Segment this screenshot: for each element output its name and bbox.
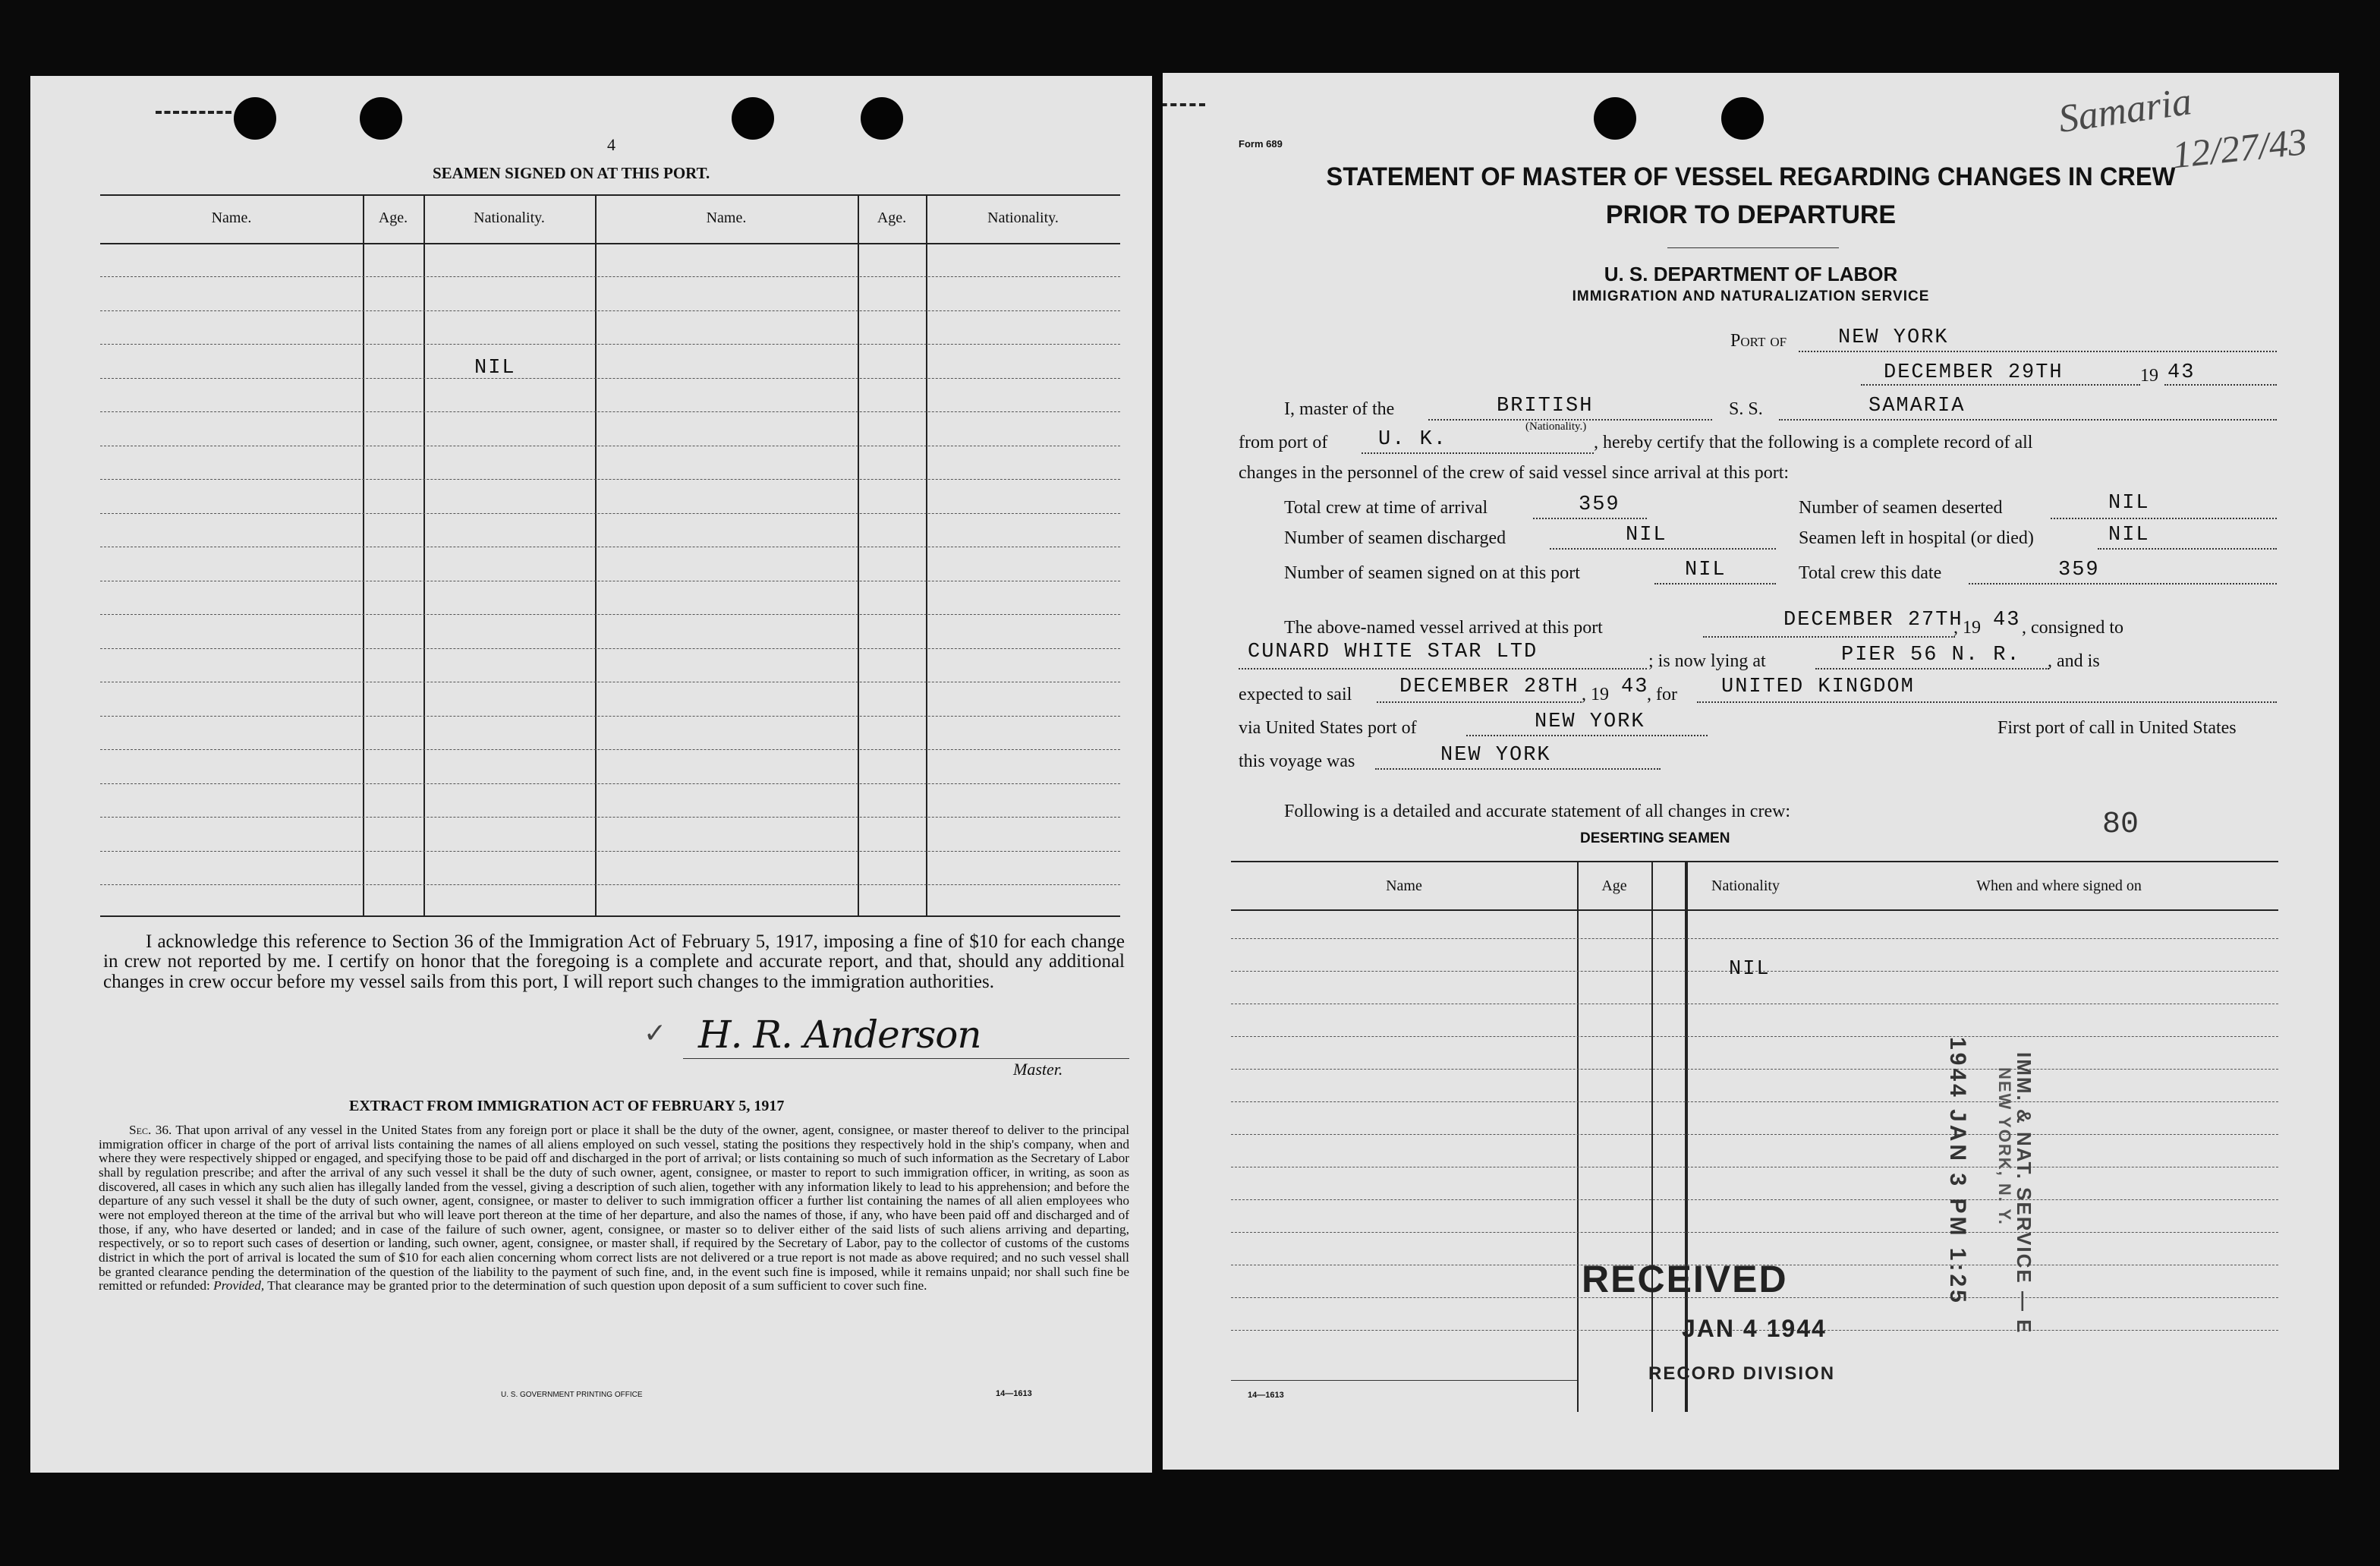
arrived-value: DECEMBER 27TH bbox=[1783, 609, 1963, 632]
extract-text bbox=[99, 1123, 1129, 1293]
hospital-label: Seamen left in hospital (or died) bbox=[1799, 528, 2034, 548]
lying-label: ; is now lying at bbox=[1648, 651, 1766, 671]
table-row-rule bbox=[100, 614, 1120, 615]
table-row-rule bbox=[100, 344, 1120, 345]
desert-table-entry-nil: NIL bbox=[1729, 958, 1771, 981]
table-divider bbox=[423, 194, 425, 915]
right-page bbox=[1163, 73, 2339, 1470]
time-stamp: 1944 JAN 3 PM 1:25 bbox=[1945, 1037, 1970, 1306]
year-prefix: 19 bbox=[2140, 366, 2158, 386]
column-header-nationality: Nationality. bbox=[474, 210, 545, 226]
acknowledgement-text: I acknowledge this reference to Section 36 of the Immigration Act of February 5, 1917, imposing a fine of $10 for each change in crew not reported by me. I certify on honor that the foregoing is a complete and accurate report, and that, should any additional changes in crew occur before my vessel sails from this port, I will report such changes to the immigration authorities. bbox=[103, 931, 1125, 992]
first-port-label: First port of call in United States bbox=[1998, 718, 2237, 738]
desert-table-header-rule bbox=[1231, 909, 2278, 911]
table-divider bbox=[858, 194, 859, 915]
lying-value: PIER 56 N. R. bbox=[1841, 644, 2021, 666]
date-line bbox=[1861, 384, 2140, 386]
table-row-rule bbox=[1231, 1199, 2278, 1200]
total-crew-arrival-value: 359 bbox=[1579, 493, 1620, 516]
binder-hole bbox=[360, 97, 402, 140]
column-header-name: Name. bbox=[706, 210, 747, 226]
via-line bbox=[1466, 735, 1708, 736]
total-crew-arrival-line bbox=[1533, 518, 1647, 519]
nationality-value: BRITISH bbox=[1497, 395, 1594, 417]
handwritten-ship-name: Samaria bbox=[2055, 80, 2195, 141]
signed-on-line bbox=[1654, 583, 1776, 584]
column-header-age: Age. bbox=[877, 210, 907, 226]
table-title: SEAMEN SIGNED ON AT THIS PORT. bbox=[433, 164, 710, 182]
voyage-label: this voyage was bbox=[1239, 751, 1355, 771]
binder-hole bbox=[1594, 97, 1636, 140]
date-value: DECEMBER 29TH bbox=[1884, 361, 2064, 384]
form-number: Form 689 bbox=[1239, 138, 1283, 150]
binder-hole bbox=[234, 97, 276, 140]
arrived-year-prefix: , 19 bbox=[1953, 618, 1981, 638]
table-row-rule bbox=[100, 378, 1120, 379]
table-divider bbox=[926, 194, 927, 915]
binder-hole bbox=[861, 97, 903, 140]
table-divider bbox=[363, 194, 364, 915]
consignee-value: CUNARD WHITE STAR LTD bbox=[1248, 641, 1538, 663]
voyage-value: NEW YORK bbox=[1440, 744, 1551, 767]
table-bottom-rule bbox=[100, 915, 1120, 917]
desert-column-age: Age bbox=[1601, 878, 1627, 894]
table-divider bbox=[595, 194, 597, 915]
following-label: Following is a detailed and accurate statement of all changes in crew: bbox=[1284, 802, 1791, 821]
printer-note: U. S. GOVERNMENT PRINTING OFFICE bbox=[501, 1391, 643, 1399]
ship-value: SAMARIA bbox=[1868, 395, 1966, 417]
arrived-line bbox=[1703, 636, 1955, 638]
left-page bbox=[30, 76, 1152, 1473]
via-value: NEW YORK bbox=[1535, 711, 1645, 733]
voyage-line bbox=[1375, 768, 1661, 770]
received-stamp-title: RECEIVED bbox=[1582, 1258, 1788, 1300]
for-value: UNITED KINGDOM bbox=[1721, 676, 1915, 698]
from-port-line bbox=[1362, 452, 1594, 454]
received-stamp-date: JAN 4 1944 bbox=[1682, 1315, 1827, 1342]
expected-year-prefix: , 19 bbox=[1582, 685, 1609, 704]
form-title-line1: STATEMENT OF MASTER OF VESSEL REGARDING CHANGES IN CREW bbox=[1326, 162, 2176, 191]
signature-check: ✓ bbox=[644, 1018, 667, 1048]
table-header-rule bbox=[100, 243, 1120, 244]
total-crew-date-line bbox=[1969, 583, 2277, 584]
master-label: Master. bbox=[1013, 1060, 1063, 1079]
form-title-line2: PRIOR TO DEPARTURE bbox=[1605, 200, 1897, 229]
and-is-label: , and is bbox=[2048, 651, 2100, 671]
discharged-line bbox=[1550, 548, 1776, 550]
total-crew-date-value: 359 bbox=[2058, 559, 2100, 581]
service-name: IMMIGRATION AND NATURALIZATION SERVICE bbox=[1572, 288, 1930, 304]
signed-on-value: NIL bbox=[1685, 559, 1727, 581]
total-crew-date-label: Total crew this date bbox=[1799, 563, 1942, 583]
handwritten-date: 12/27/43 bbox=[2170, 119, 2309, 177]
table-row-rule bbox=[100, 648, 1120, 649]
port-value: NEW YORK bbox=[1838, 326, 1949, 349]
arrived-label: The above-named vessel arrived at this port bbox=[1284, 618, 1603, 638]
signed-on-label: Number of seamen signed on at this port bbox=[1284, 563, 1580, 583]
title-rule bbox=[1667, 247, 1839, 248]
page-number: 4 bbox=[607, 135, 615, 154]
discharged-value: NIL bbox=[1626, 524, 1667, 547]
deserted-value: NIL bbox=[2108, 492, 2150, 515]
extract-proviso-lead: Provided, bbox=[213, 1278, 265, 1293]
extract-section-label: Sec. 36. bbox=[129, 1123, 172, 1137]
desert-table-top bbox=[1231, 861, 2278, 862]
column-header-age: Age. bbox=[378, 210, 408, 226]
deserting-title: DESERTING SEAMEN bbox=[1580, 830, 1730, 846]
table-row-rule bbox=[1231, 938, 2278, 939]
table-row-rule bbox=[1231, 1101, 2278, 1102]
service-stamp: IMM. & NAT. SERVICE — E bbox=[2013, 1052, 2035, 1334]
year-line bbox=[2164, 384, 2277, 386]
expected-value: DECEMBER 28TH bbox=[1399, 676, 1579, 698]
extract-body: That upon arrival of any vessel in the United States from any foreign port or place it shall be the duty of the owner, agent, consignee, or master thereof to deliver to the principal immigration officer in charge of the port of arrival lists containing the names of all aliens employed on such vessel, stating the positions they respectively hold in the ship's company, when and where they were respectively shipped or engaged, and specifying those to be paid off and discharged in the port of arrival; or lists containing so much of such information as the Secretary of Labor shall by regulation prescribe; and after the arrival of any such vessel it shall be the duty of such owner, agent, consignee, or master to report to such immigration officer, in writing, as soon as discovered, all cases in which any such alien has illegally landed from the vessel, giving a description of such alien, together with any information likely to lead to his apprehension; and before the departure of any such vessel it shall be the duty of such owner, agent, consignee, or master to deliver to such immigration officer a further list containing the names of all alien employees who were not employed thereon at the time of the arrival but who will leave port thereon at the time of her departure, and also the names of those, if any, who have been paid off and discharged and of those, if any, who have deserted or landed; and in case of the failure of such owner, agent, consignee, or master so to deliver either of the said lists of such aliens arriving and departing, respectively, or so to report such cases of desertion or landing, such owner, agent, consignee, or master shall, if required by the Secretary of Labor, pay to the collector of customs of the customs district in which the port of arrival is located the sum of $10 for each alien concerning whom correct lists are not delivered or a true report is not made as above required; and no such vessel shall be granted clearance pending the determination of the question of the liability to the payment of such fine, and, in the event such fine is imposed, while it remains unpaid; nor shall such fine be remitted or refunded: bbox=[99, 1123, 1130, 1293]
table-row-rule bbox=[100, 513, 1120, 514]
consignee-line bbox=[1239, 668, 1647, 670]
table-row-rule bbox=[100, 884, 1120, 885]
handwritten-number: 80 bbox=[2102, 808, 2139, 842]
hospital-line bbox=[2098, 548, 2277, 550]
received-stamp-division: RECORD DIVISION bbox=[1648, 1363, 1836, 1384]
service-stamp-city: NEW YORK, N. Y. bbox=[1995, 1067, 2014, 1226]
expected-year-value: 43 bbox=[1621, 676, 1649, 698]
table-row-rule bbox=[100, 817, 1120, 818]
binder-hole bbox=[732, 97, 774, 140]
department-name: U. S. DEPARTMENT OF LABOR bbox=[1604, 263, 1898, 285]
table-top-rule bbox=[100, 194, 1120, 196]
desert-column-name: Name bbox=[1386, 878, 1422, 894]
expected-label: expected to sail bbox=[1239, 685, 1352, 704]
table-row-rule bbox=[100, 851, 1120, 852]
binder-hole bbox=[1721, 97, 1764, 140]
desert-column-nationality: Nationality bbox=[1711, 878, 1780, 894]
arrived-year-value: 43 bbox=[1993, 609, 2021, 632]
year-value: 43 bbox=[2168, 361, 2196, 384]
table-row-rule bbox=[100, 276, 1120, 277]
table-row-rule bbox=[100, 716, 1120, 717]
pencil-mark bbox=[156, 111, 231, 114]
desert-column-signed-on: When and where signed on bbox=[1976, 878, 2142, 894]
form-code: 14—1613 bbox=[996, 1389, 1032, 1398]
table-row-rule bbox=[100, 749, 1120, 750]
table-row-rule bbox=[1231, 1134, 2278, 1135]
from-port-value: U. K. bbox=[1378, 428, 1448, 451]
total-crew-arrival-label: Total crew at time of arrival bbox=[1284, 498, 1488, 518]
expected-line bbox=[1377, 701, 1582, 703]
deserted-line bbox=[2051, 518, 2277, 519]
table-entry-nil: NIL bbox=[474, 357, 516, 380]
extract-proviso: That clearance may be granted prior to the determination of such question upon deposit of a sum sufficient to cover such fine. bbox=[267, 1278, 927, 1293]
desert-table-bottom bbox=[1231, 1380, 1577, 1381]
nationality-caption: (Nationality.) bbox=[1525, 421, 1587, 433]
for-label: , for bbox=[1647, 685, 1677, 704]
table-row-rule bbox=[100, 310, 1120, 311]
master-signature: H. R. Anderson bbox=[698, 1013, 981, 1057]
ship-line bbox=[1779, 419, 2277, 421]
port-label: Port of bbox=[1730, 331, 1787, 351]
column-header-nationality: Nationality. bbox=[987, 210, 1059, 226]
from-port-label: from port of bbox=[1239, 433, 1328, 452]
port-line bbox=[1799, 351, 2277, 352]
table-row-rule bbox=[100, 411, 1120, 412]
extract-title: EXTRACT FROM IMMIGRATION ACT OF FEBRUARY 5, 1917 bbox=[349, 1098, 785, 1114]
form-code: 14—1613 bbox=[1248, 1391, 1284, 1400]
discharged-label: Number of seamen discharged bbox=[1284, 528, 1506, 548]
deserted-label: Number of seamen deserted bbox=[1799, 498, 2003, 518]
table-row-rule bbox=[1231, 1232, 2278, 1233]
table-row-rule bbox=[1231, 1069, 2278, 1070]
lying-line bbox=[1815, 668, 2049, 670]
certify-text-2: changes in the personnel of the crew of said vessel since arrival at this port: bbox=[1239, 463, 1790, 483]
pencil-mark bbox=[1163, 103, 1205, 106]
hospital-value: NIL bbox=[2108, 524, 2150, 547]
ss-label: S. S. bbox=[1729, 399, 1763, 419]
table-row-rule bbox=[1231, 1036, 2278, 1037]
table-row-rule bbox=[100, 479, 1120, 480]
consigned-label: , consigned to bbox=[2022, 618, 2123, 638]
master-of-the-label: I, master of the bbox=[1284, 399, 1395, 419]
table-row-rule bbox=[100, 783, 1120, 784]
signature-line bbox=[683, 1058, 1129, 1059]
for-line bbox=[1697, 701, 2277, 703]
certify-text: , hereby certify that the following is a complete record of all bbox=[1594, 433, 2033, 452]
via-label: via United States port of bbox=[1239, 718, 1417, 738]
column-header-name: Name. bbox=[211, 210, 252, 226]
